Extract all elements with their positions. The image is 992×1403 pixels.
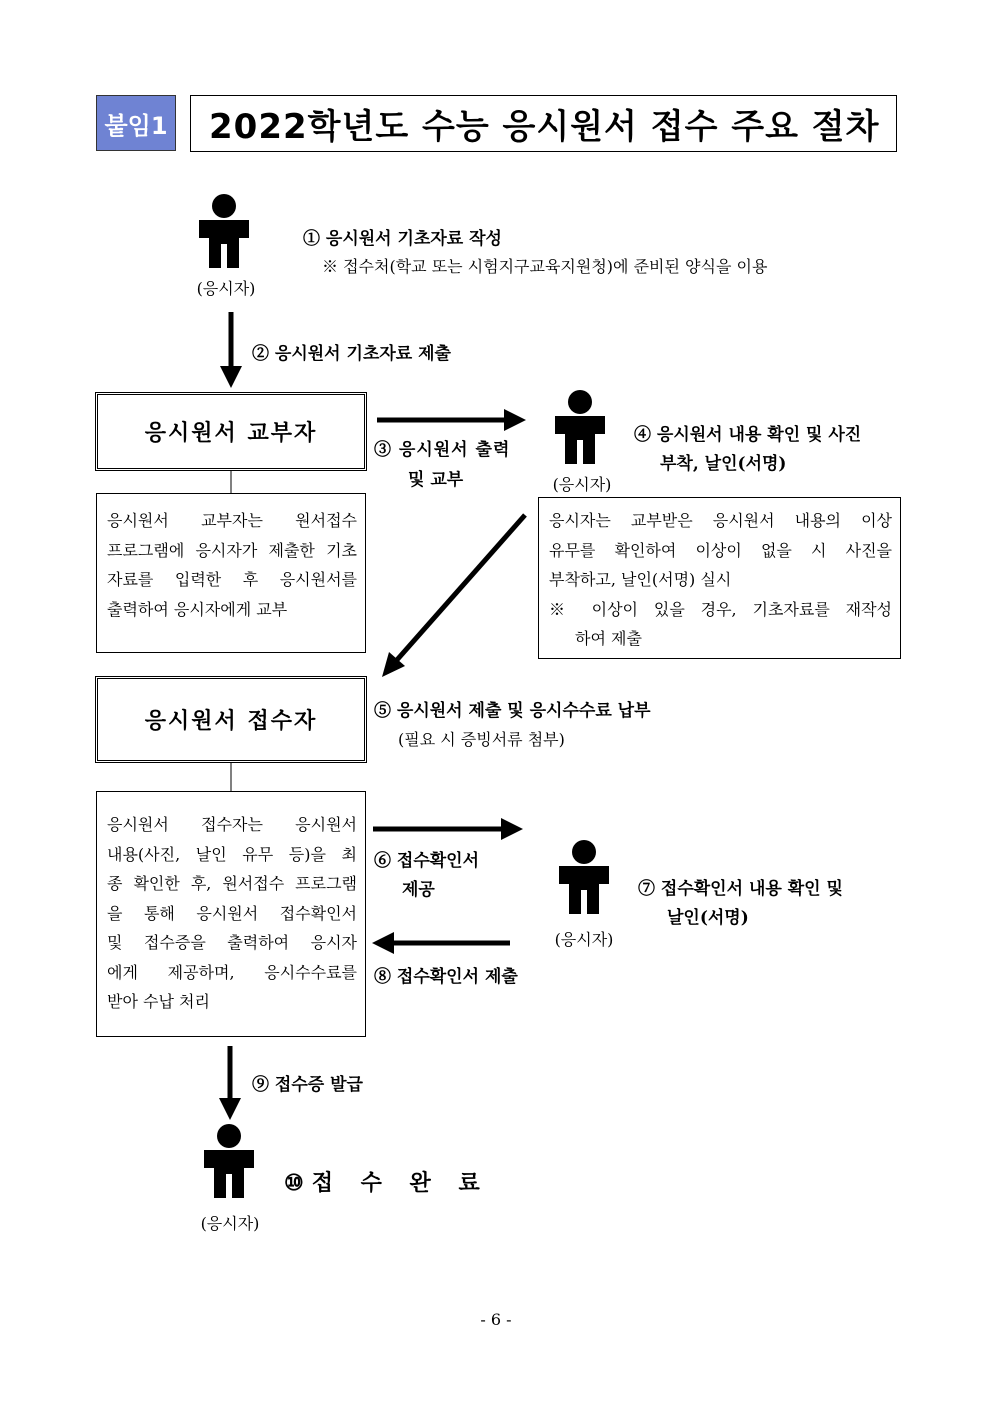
step-7-label-line1: ⑦ 접수확인서 내용 확인 및 — [638, 879, 843, 899]
applicant-person-icon-1 — [199, 194, 249, 268]
applicant-desc-line: 부착하고, 날인(서명) 실시 — [549, 570, 732, 589]
step-3-label-line2: 및 교부 — [408, 470, 464, 490]
receiver-desc-line: 내용(사진, 날인 유무 등)을 최 — [107, 844, 357, 864]
arrow-right-icon-step6 — [373, 818, 523, 840]
step-2-label: ② 응시원서 기초자료 제출 — [252, 344, 451, 364]
step-1-note: ※ 접수처(학교 또는 시험지구교육지원청)에 준비된 양식을 이용 — [322, 257, 768, 276]
step-5-label: ⑤ 응시원서 제출 및 응시수수료 납부 — [374, 701, 651, 721]
receiver-desc-line: 응시원서 접수자는 응시원서 — [107, 815, 357, 834]
issuer-role-box: 응시원서 교부자 — [95, 392, 367, 471]
receiver-desc-line: 을 통해 응시원서 접수확인서 — [107, 903, 357, 923]
applicant-person-icon-4 — [204, 1124, 254, 1198]
issuer-desc-line: 자료를 입력한 후 응시원서를 — [107, 570, 357, 589]
step-4-label-line1: ④ 응시원서 내용 확인 및 사진 — [634, 425, 862, 445]
receiver-description-box — [96, 791, 366, 1037]
step-6-label-line1: ⑥ 접수확인서 — [374, 851, 480, 871]
applicant-desc-line: 하여 제출 — [575, 629, 642, 648]
person-label: (응시자) — [552, 475, 612, 494]
person-label: (응시자) — [200, 1214, 260, 1233]
arrow-down-icon-step2 — [220, 312, 242, 388]
applicant-desc-line: 유무를 확인하여 이상이 없을 시 사진을 — [549, 540, 892, 560]
attachment-badge: 붙임1 — [96, 95, 176, 151]
applicant-desc-line: ※ 이상이 있을 경우, 기초자료를 재작성 — [549, 599, 892, 619]
receiver-desc-line: 종 확인한 후, 원서접수 프로그램 — [107, 874, 357, 893]
receiver-role-box: 응시원서 접수자 — [95, 676, 367, 763]
receiver-desc-line: 에게 제공하며, 응시수수료를 — [107, 962, 357, 982]
arrow-right-icon-step3 — [377, 409, 526, 431]
arrow-left-icon-step8 — [372, 932, 510, 954]
issuer-desc-line: 출력하여 응시자에게 교부 — [107, 599, 288, 619]
applicant-person-icon-3 — [559, 840, 609, 914]
issuer-desc-line: 응시원서 교부자는 원서접수 — [107, 511, 357, 530]
step-10-number: ⑩ — [284, 1170, 304, 1196]
arrow-down-icon-step9 — [219, 1046, 241, 1120]
page-number: - 6 - — [480, 1310, 512, 1329]
arrow-diagonal-icon-step5 — [382, 515, 525, 677]
issuer-desc-line: 프로그램에 응시자가 제출한 기초 — [107, 540, 357, 560]
step-3-label-line1: ③ 응시원서 출력 — [374, 440, 511, 460]
applicant-desc-line: 응시자는 교부받은 응시원서 내용의 이상 — [549, 511, 892, 530]
applicant-person-icon-2 — [555, 390, 605, 464]
step-4-label-line2: 부착, 날인(서명) — [660, 454, 787, 474]
person-label: (응시자) — [554, 930, 614, 949]
person-label: (응시자) — [196, 279, 256, 298]
receiver-desc-line: 받아 수납 처리 — [107, 992, 210, 1011]
step-1-label: ① 응시원서 기초자료 작성 — [303, 229, 502, 249]
step-10-label — [284, 1166, 490, 1197]
receiver-desc-line: 및 접수증을 출력하여 응시자 — [107, 933, 357, 952]
applicant-description-box — [538, 497, 901, 659]
step-9-label: ⑨ 접수증 발급 — [252, 1075, 363, 1095]
step-10-text: 접 수 완 료 — [311, 1170, 490, 1196]
step-5-note: (필요 시 증빙서류 첨부) — [398, 730, 565, 749]
issuer-description-box — [96, 493, 366, 653]
step-8-label: ⑧ 접수확인서 제출 — [374, 967, 518, 987]
step-7-label-line2: 날인(서명) — [667, 908, 749, 928]
step-6-label-line2: 제공 — [402, 880, 435, 900]
page-title: 2022학년도 수능 응시원서 접수 주요 절차 — [190, 95, 897, 152]
